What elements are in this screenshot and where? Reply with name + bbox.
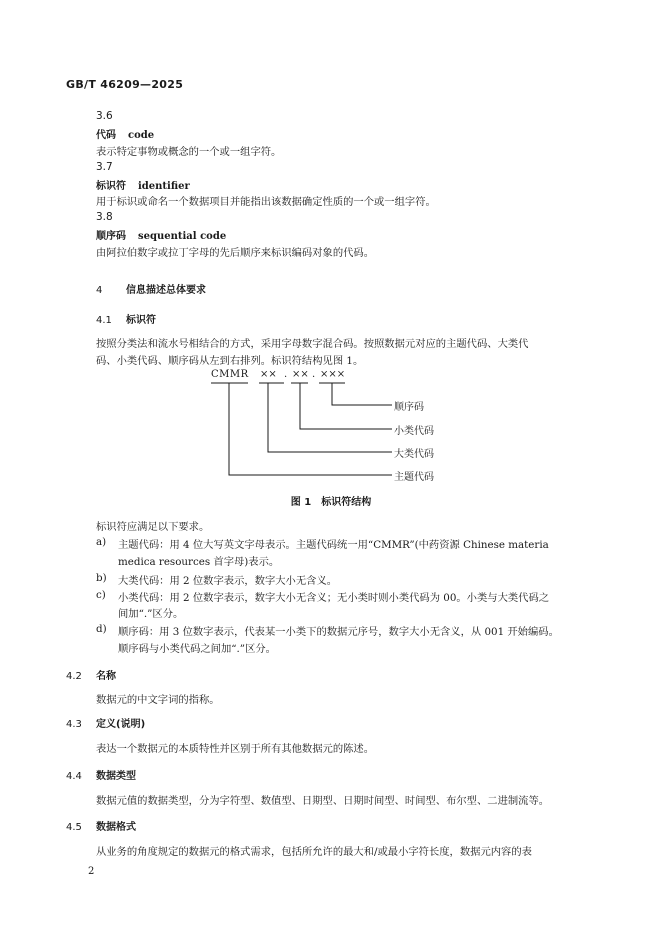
term-definition: 由阿拉伯数字或拉丁字母的先后顺序来标识编码对象的代码。: [96, 247, 375, 259]
list-item-line: 主题代码：用 4 位大写英文字母表示。主题代码统一用“CMMR”(中药资源 Chinese materia: [118, 539, 549, 551]
term-en: identifier: [138, 181, 190, 192]
section-text: 数据元值的数据类型，分为字符型、数值型、日期型、日期时间型、时间型、布尔型、二进制流等。: [96, 795, 550, 807]
section-number: 4.5: [66, 822, 82, 833]
section-heading: [66, 667, 116, 682]
term-number: 3.8: [96, 211, 113, 223]
section-title: 定义(说明): [96, 719, 146, 730]
section-title: 数据类型: [96, 771, 136, 782]
code-dot: .: [312, 369, 316, 380]
section-number: 4.4: [66, 771, 82, 782]
paragraph-line: 按照分类法和流水号相结合的方式，采用字母数字混合码。按照数据元对应的主题代码、大类代: [96, 338, 529, 350]
section-heading: [66, 818, 136, 833]
list-item-line: 大类代码：用 2 位数字表示，数字大小无含义。: [118, 575, 338, 587]
list-item-line: 顺序码与小类代码之间加“.”区分。: [118, 643, 276, 655]
section-number: 4.2: [66, 671, 82, 682]
section-text: 表达一个数据元的本质特性并区别于所有其他数据元的陈述。: [96, 743, 375, 755]
code-seq: ×××: [320, 369, 346, 380]
term-en: sequential code: [138, 231, 227, 242]
label-sub: 小类代码: [394, 426, 434, 437]
page-number: 2: [88, 866, 95, 877]
list-intro: 标识符应满足以下要求。: [96, 521, 210, 533]
list-item-line: 间加“.”区分。: [118, 608, 184, 620]
term-zh: 顺序码: [96, 231, 126, 242]
connector-sub: [300, 383, 392, 429]
connector-major: [268, 383, 392, 452]
section-title: 数据格式: [96, 822, 136, 833]
paragraph-line: 码、小类代码、顺序码从左到右排列。标识符结构见图 1。: [96, 355, 364, 367]
section-title: 标识符: [126, 315, 156, 326]
code-sub: ××: [292, 369, 309, 380]
term-zh: 标识符: [96, 181, 126, 192]
list-marker: b): [96, 572, 107, 584]
standard-number: GB/T 46209—2025: [66, 78, 184, 91]
term-zh: 代码: [96, 130, 116, 141]
list-marker: c): [96, 589, 106, 601]
list-marker: a): [96, 536, 107, 548]
section-text: 从业务的角度规定的数据元的格式需求，包括所允许的最大和/或最小字符长度，数据元内容的表: [96, 846, 532, 858]
list-item-line: 顺序码：用 3 位数字表示，代表某一小类下的数据元序号，数字大小无含义，从 001 开始编码。: [118, 626, 559, 638]
section-number: 4.3: [66, 719, 82, 730]
section-heading: [66, 767, 136, 782]
section-title: 名称: [96, 671, 116, 682]
label-major: 大类代码: [394, 449, 434, 460]
section-number: 4: [96, 285, 103, 296]
code-dot: .: [284, 369, 288, 380]
term-definition: 表示特定事物或概念的一个或一组字符。: [96, 146, 282, 158]
connector-seq: [332, 383, 392, 405]
term-number: 3.7: [96, 161, 113, 173]
section-heading: [66, 715, 145, 730]
list-item-line: 小类代码：用 2 位数字表示，数字大小无含义；无小类时则小类代码为 00。小类与大类代码之: [118, 592, 550, 604]
term-definition: 用于标识或命名一个数据项目并能指出该数据确定性质的一个或一组字符。: [96, 196, 436, 208]
list-marker: d): [96, 623, 107, 635]
label-theme: 主题代码: [394, 472, 434, 483]
section-text: 数据元的中文字词的指称。: [96, 694, 220, 706]
term-number: 3.6: [96, 110, 113, 122]
figure-caption: 图 1 标识符结构: [290, 497, 372, 508]
label-seq: 顺序码: [394, 402, 424, 413]
term-en: code: [128, 130, 155, 141]
list-item-line: medica resources 首字母)表示。: [118, 556, 280, 568]
code-theme: CMMR: [211, 369, 249, 380]
section-number: 4.1: [96, 315, 112, 326]
section-title: 信息描述总体要求: [126, 285, 206, 296]
code-major: ××: [260, 369, 277, 380]
